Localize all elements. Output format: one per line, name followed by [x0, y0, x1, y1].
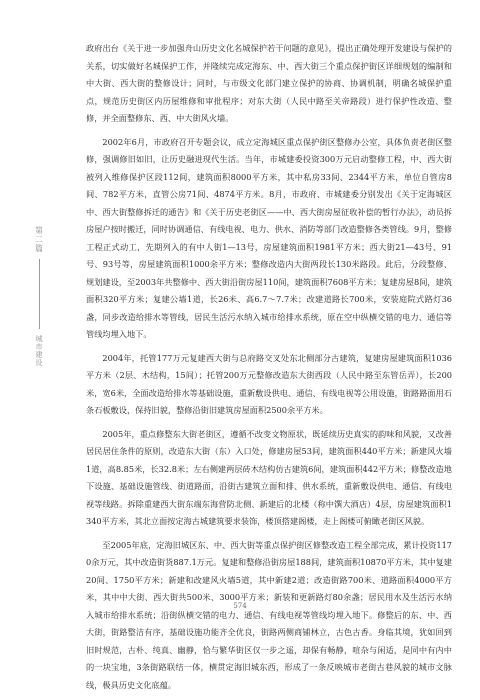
paragraph: 2005年，重点修整东大街老街区，遵循不改变文物原状，既延续历史真实的韵味和风貌，又改善居民居住条件的原则，改造东大街（东）入口处，修建房屋53间，建筑面积440平方米；新建风火墙1道，高8.85米，长32.8米；左右侧建两层砖木结构仿古建筑6间，建筑面积442平方米；修整改造地下设施、基础设施管线、街道路面，沿街古建筑立面和排、供水系统，重新敷设供电、通信、有线电视等线路。拆除重建西大街东端东海营防北侧、新建后的北楼（称中馔大酒店）4层，房屋建筑面积1340平方米，其北立面按定海古城建筑要求装饰，楼顶搭建阁楼，走上阁楼可俯瞰老街区风貌。 — [86, 428, 452, 526]
side-divider — [39, 259, 40, 329]
paragraph: 政府出台《关于进一步加强舟山历史文化名城保护若干问题的意见》，提出正确处理开发建设与保护的关系，切实做好名城保护工作，并隆续完成定海东、中、西大街三个重点保护街区详细规划的编制和中大街、西大街的整修设计；同时，与市级文化部门建立保护的协商、协调机制，明确名城保护重点，规范历史街区内历屋维修和审批程序；对东大街（人民中路至关帝路段）进行保护性改造、整修，并全面整修东、西、中大街风火墙。 — [86, 43, 452, 123]
chapter-title: 城市建设 — [35, 335, 43, 367]
chapter-label: 第二篇 — [34, 226, 44, 253]
page-number: 574 — [233, 602, 247, 610]
paragraph: 2002年6月，市政府召开专题会议，成立定海城区重点保护街区整修办公室，具体负责老街区整修，强调修旧如旧，让历史融进现代生活。当年，市城建委投资300万元启动整修工程，中、西大街被列入维修保护区段112间，建筑面积8000平方米，其中私房33间、2344平方米，单位自管房8间、782平方米，直管公房71间、4874平方米。8月，市政府、市城建委分别发出《关于定海城区中、西大街整修拆迁的通告》和《关于历史老街区——中、西大街房屋征收补偿的暂行办法》，动员拆房屋户按时搬迁，同时协调通信、有线电视、电力、供水、消防等部门改造整修各类管线。9月，整修工程正式动工，先期列入的有中人街1—13号，房屋建筑面积1981平方米；西大街21—43号、91号、93号等，房屋建筑面积1000余平方米；整修改造内大街两段长130米路段。此后，分段整修、规划建设，至2003年共整修中、西大街沿街房屋110间，建筑面积7608平方米；复建房屋8间，建筑面积320平方米；复建公墙1道，长26米、高6.7～7.7米；改建道路长700米，安装庭院式路灯36盏，同步改造给排水等管线，居民生活污水纳入城市给排水系统，原在空中纵横交错的电力、通信等管线均埋入地下。 — [86, 136, 452, 339]
paragraph: 至2005年底，定海旧城区东、中、西大街等重点保护街区修整改造工程全部完成，累计投资1170余万元，其中改造街货887.1万元。复建和整修沿街房屋188间，建筑面积10870平方米，其中复建20间、1750平方米；新建和改建风火墙5道，其中新建2道；改造街路700米、道路面积4000平方米，其中中大街、西大街共500米、3000平方米；新装和更新路灯80余盏；居民用水及生活污水纳入城市给排水系统；沿街纵横交错的电力、通信、有线电视等管线均埋入地下。修整后的东、中、西大街，街路整洁有序，基础设施功能齐全优良，街路两侧商铺林立，古色古香。身临其境，犹如回到旧时规范，古朴、纯真、幽静，恰与繁华街区仅一步之遥，却保有畅静，喧杂与闲适，是同中有内中的一块宝地，3条街路联结一体，横贯定海旧城东西，形成了一条反映城市老街古巷风貌的城市文脉线，极具历史文化底蕴。 — [86, 539, 452, 690]
paragraph: 2004年，托管177万元复建西大街与总府路交叉处东北侧部分古建筑，复建房屋建筑面积1036平方米（2层、木结构，15间）；托管200万元整修改造东大街西段（人民中路至东管岳弄），长200米，宽6米，全面改造给排水等基础设施，重新敷设供电、通信、有线电视等公用设施，街路路面用石条石板敷设，保持旧貌，整修沿街旧建筑房屋面积2500余平方米。 — [86, 352, 452, 415]
chapter-side-marker — [30, 226, 48, 367]
body-text — [86, 40, 452, 700]
